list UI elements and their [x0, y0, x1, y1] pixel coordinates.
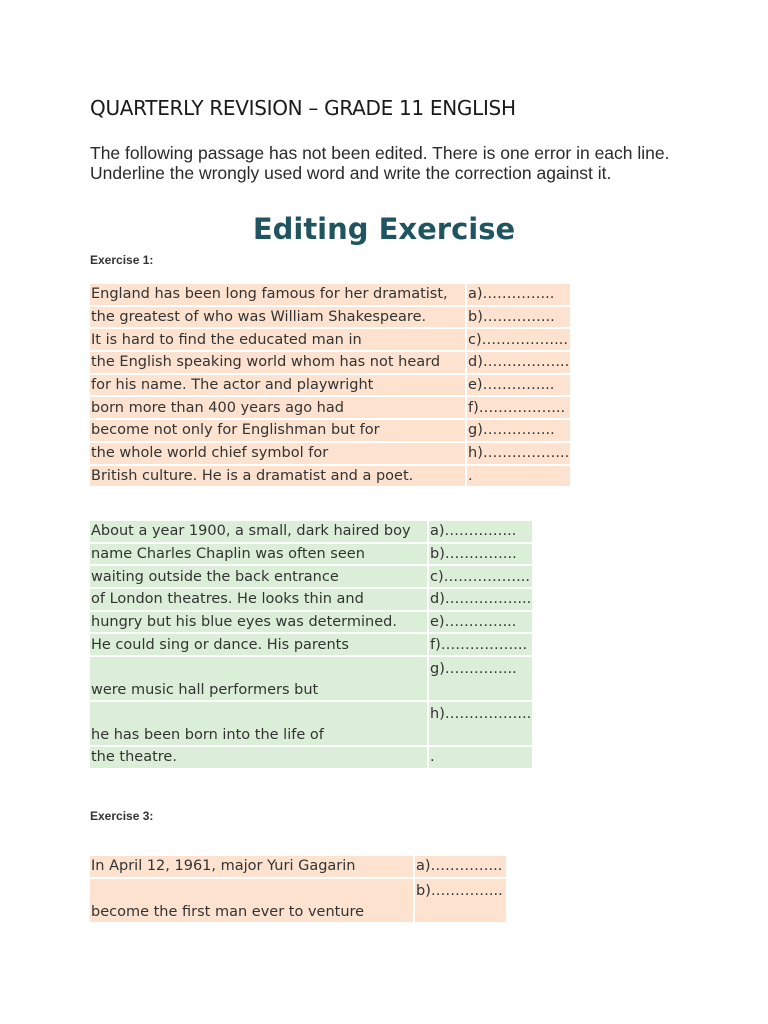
answer-cell[interactable]: d)……………...: [467, 352, 570, 373]
answer-cell[interactable]: a)…………...: [415, 856, 506, 877]
sentence-cell: were music hall performers but: [90, 657, 427, 700]
answer-cell[interactable]: c)……………...: [429, 566, 532, 587]
answer-cell[interactable]: .: [429, 747, 532, 768]
table-row: [90, 307, 570, 328]
exercise-1-table: [88, 282, 572, 488]
table-row: [90, 747, 532, 768]
answer-cell[interactable]: b)…………...: [467, 307, 570, 328]
table-row: [90, 566, 532, 587]
answer-cell[interactable]: b)…………...: [429, 544, 532, 565]
answer-cell[interactable]: .: [467, 466, 570, 487]
table-row: [90, 657, 532, 700]
sentence-cell: England has been long famous for her dramatist,: [90, 284, 465, 305]
table-row: [90, 397, 570, 418]
sentence-cell: the whole world chief symbol for: [90, 443, 465, 464]
answer-cell[interactable]: b)…………...: [415, 879, 506, 922]
table-row: [90, 466, 570, 487]
exercise-3-table: [88, 854, 508, 924]
sentence-cell: born more than 400 years ago had: [90, 397, 465, 418]
table-row: [90, 879, 506, 922]
sentence-cell: hungry but his blue eyes was determined.: [90, 612, 427, 633]
sentence-cell: the English speaking world whom has not heard: [90, 352, 465, 373]
answer-cell[interactable]: e)…………...: [467, 375, 570, 396]
sentence-cell: become the first man ever to venture: [90, 879, 413, 922]
page-title: QUARTERLY REVISION – GRADE 11 ENGLISH: [90, 96, 516, 120]
table-row: [90, 420, 570, 441]
table-row: [90, 702, 532, 745]
sentence-cell: become not only for Englishman but for: [90, 420, 465, 441]
answer-cell[interactable]: g)…………...: [429, 657, 532, 700]
answer-cell[interactable]: f)……………...: [429, 634, 532, 655]
answer-cell[interactable]: a)…………...: [467, 284, 570, 305]
sentence-cell: It is hard to find the educated man in: [90, 329, 465, 350]
sentence-cell: the theatre.: [90, 747, 427, 768]
table-row: [90, 856, 506, 877]
section-heading: [0, 212, 768, 246]
table-row: [90, 544, 532, 565]
exercise-1-label: Exercise 1:: [90, 253, 154, 267]
table-row: [90, 329, 570, 350]
section-heading-text: Editing Exercise: [252, 212, 516, 246]
answer-cell[interactable]: e)…………...: [429, 612, 532, 633]
table-row: [90, 612, 532, 633]
exercise-3-label: Exercise 3:: [90, 809, 154, 823]
answer-cell[interactable]: a)…………...: [429, 521, 532, 542]
exercise-2-table: [88, 519, 534, 770]
sentence-cell: In April 12, 1961, major Yuri Gagarin: [90, 856, 413, 877]
sentence-cell: About a year 1900, a small, dark haired boy: [90, 521, 427, 542]
sentence-cell: waiting outside the back entrance: [90, 566, 427, 587]
table-row: [90, 634, 532, 655]
sentence-cell: British culture. He is a dramatist and a poet.: [90, 466, 465, 487]
answer-cell[interactable]: f)……………...: [467, 397, 570, 418]
answer-cell[interactable]: h)……………...: [429, 702, 532, 745]
table-row: [90, 375, 570, 396]
answer-cell[interactable]: c)……………...: [467, 329, 570, 350]
sentence-cell: the greatest of who was William Shakespeare.: [90, 307, 465, 328]
answer-cell[interactable]: h)……………...: [467, 443, 570, 464]
table-row: [90, 352, 570, 373]
table-row: [90, 521, 532, 542]
table-row: [90, 443, 570, 464]
sentence-cell: He could sing or dance. His parents: [90, 634, 427, 655]
table-row: [90, 284, 570, 305]
sentence-cell: name Charles Chaplin was often seen: [90, 544, 427, 565]
sentence-cell: for his name. The actor and playwright: [90, 375, 465, 396]
table-row: [90, 589, 532, 610]
answer-cell[interactable]: d)……………...: [429, 589, 532, 610]
instructions: The following passage has not been edited. There is one error in each line. Underline the wrongly used word and write the correction against it.: [90, 143, 670, 183]
sentence-cell: of London theatres. He looks thin and: [90, 589, 427, 610]
answer-cell[interactable]: g)…………...: [467, 420, 570, 441]
sentence-cell: he has been born into the life of: [90, 702, 427, 745]
